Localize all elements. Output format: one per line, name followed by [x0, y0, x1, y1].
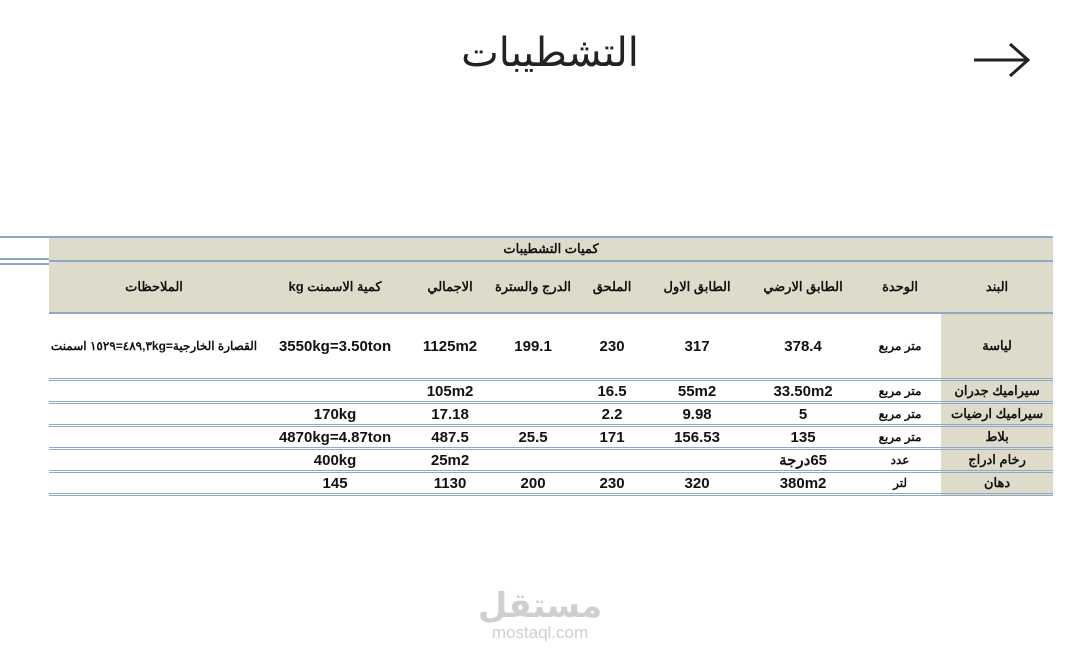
cell-total: 105m2: [411, 380, 489, 403]
cell-unit: لتر: [859, 472, 941, 495]
cell-notes: [49, 472, 259, 495]
cell-annex: 230: [577, 472, 647, 495]
cell-notes: [49, 403, 259, 426]
cell-item: سيراميك ارضيات: [941, 403, 1053, 426]
cell-item: لياسة: [941, 313, 1053, 380]
cell-total: 1125m2: [411, 313, 489, 380]
cell-cement: 400kg: [259, 449, 411, 472]
header-total: الاجمالي: [411, 261, 489, 313]
header-ground: الطابق الارضي: [747, 261, 859, 313]
cell-annex: 171: [577, 426, 647, 449]
cell-unit: متر مربع: [859, 426, 941, 449]
cell-unit: عدد: [859, 449, 941, 472]
header-unit: الوحدة: [859, 261, 941, 313]
cell-notes: [49, 426, 259, 449]
table-caption: كميات التشطيبات: [49, 237, 1053, 261]
arrow-right-icon[interactable]: [968, 38, 1034, 82]
header-notes: الملاحظات: [49, 261, 259, 313]
cell-first: [647, 449, 747, 472]
table-row: [49, 449, 1053, 472]
cell-first: 156.53: [647, 426, 747, 449]
table-row: [49, 380, 1053, 403]
header-cement: كمية الاسمنت kg: [259, 261, 411, 313]
cell-first: 317: [647, 313, 747, 380]
cell-total: 25m2: [411, 449, 489, 472]
watermark-latin: mostaql.com: [491, 623, 589, 642]
header-item: البند: [941, 261, 1053, 313]
cell-ground: 65درجة: [747, 449, 859, 472]
cell-total: 1130: [411, 472, 489, 495]
header-first: الطابق الاول: [647, 261, 747, 313]
cell-stairs: 200: [489, 472, 577, 495]
cell-stairs: 25.5: [489, 426, 577, 449]
cell-ground: 135: [747, 426, 859, 449]
cell-first: 9.98: [647, 403, 747, 426]
cell-annex: 2.2: [577, 403, 647, 426]
header-annex: الملحق: [577, 261, 647, 313]
cell-cement: 3550kg=3.50ton: [259, 313, 411, 380]
cell-first: 55m2: [647, 380, 747, 403]
cell-ground: 5: [747, 403, 859, 426]
cell-total: 17.18: [411, 403, 489, 426]
cell-unit: متر مربع: [859, 403, 941, 426]
cell-cement: 4870kg=4.87ton: [259, 426, 411, 449]
cell-stairs: [489, 380, 577, 403]
header-stairs: الدرج والسترة: [489, 261, 577, 313]
table-row: [49, 472, 1053, 495]
cell-stairs: 199.1: [489, 313, 577, 380]
cell-stairs: [489, 403, 577, 426]
page-title: التشطيبات: [461, 30, 639, 76]
cell-item: سيراميك جدران: [941, 380, 1053, 403]
cell-ground: 380m2: [747, 472, 859, 495]
cell-ground: 33.50m2: [747, 380, 859, 403]
cell-unit: متر مربع: [859, 380, 941, 403]
cell-annex: 230: [577, 313, 647, 380]
table-row: [49, 313, 1053, 380]
cell-annex: 16.5: [577, 380, 647, 403]
watermark: [470, 588, 610, 642]
cell-cement: 170kg: [259, 403, 411, 426]
cell-cement: 145: [259, 472, 411, 495]
cell-first: 320: [647, 472, 747, 495]
cell-unit: متر مربع: [859, 313, 941, 380]
watermark-arabic: مستقل: [477, 586, 603, 626]
cell-annex: [577, 449, 647, 472]
cell-notes: القصارة الخارجية=٤٨٩,٣kg=١٥٢٩ اسمنت: [49, 313, 259, 380]
table-row: [49, 403, 1053, 426]
cell-item: رخام ادراج: [941, 449, 1053, 472]
cell-ground: 378.4: [747, 313, 859, 380]
cell-stairs: [489, 449, 577, 472]
decorative-rules: [0, 236, 50, 264]
cell-cement: [259, 380, 411, 403]
cell-notes: [49, 449, 259, 472]
cell-total: 487.5: [411, 426, 489, 449]
cell-notes: [49, 380, 259, 403]
finishes-quantities-table: [49, 236, 1053, 496]
table-row: [49, 426, 1053, 449]
cell-item: دهان: [941, 472, 1053, 495]
cell-item: بلاط: [941, 426, 1053, 449]
